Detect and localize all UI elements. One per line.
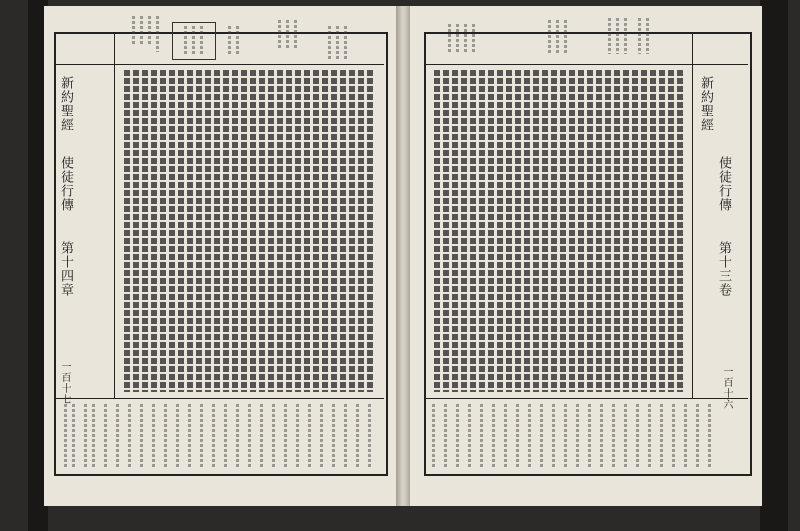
section-title-left: 使徒行傳: [58, 156, 73, 212]
page-number-right: 一百十六: [721, 366, 732, 410]
chapter-label-left: 第十四章: [58, 241, 73, 297]
book-title: 新約聖經: [58, 76, 73, 132]
book-cover-right: [760, 0, 788, 531]
left-page: [44, 6, 398, 506]
right-page: [410, 6, 762, 506]
section-title-right: 使徒行傳: [716, 156, 731, 212]
book-title-right: 新約聖經: [698, 76, 713, 132]
page-number-left: 一百十七: [59, 361, 70, 405]
volume-label-right: 第十三卷: [716, 241, 731, 297]
